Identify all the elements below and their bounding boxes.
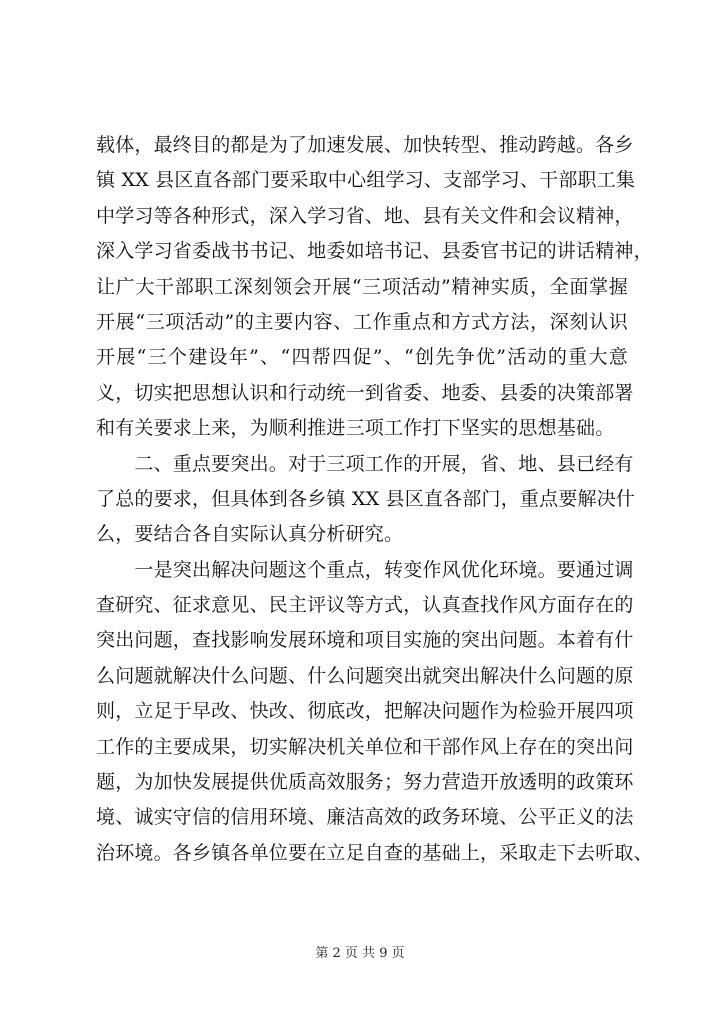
- text-line: 工作的主要成果，切实解决机关单位和干部作风上存在的突出问: [96, 735, 634, 758]
- text-line: 么问题就解决什么问题、什么问题突出就突出解决什么问题的原: [96, 664, 634, 687]
- text-line: 深入学习省委战书书记、地委如培书记、县委官书记的讲话精神，: [96, 240, 653, 263]
- text-line: 一是突出解决问题这个重点，转变作风优化环境。要通过调: [96, 558, 634, 581]
- text-line: 中学习等各种形式，深入学习省、地、县有关文件和会议精神，: [96, 204, 634, 227]
- text-line: 二、重点要突出。对于三项工作的开展，省、地、县已经有: [96, 452, 634, 475]
- text-line: 查研究、征求意见、民主评议等方式，认真查找作风方面存在的: [96, 594, 634, 617]
- text-line: 突出问题，查找影响发展环境和项目实施的突出问题。本着有什: [96, 629, 634, 652]
- text-line: 载体，最终目的都是为了加速发展、加快转型、推动跨越。各乡: [96, 134, 634, 156]
- text-line: 让广大干部职工深刻领会开展“三项活动”精神实质，全面掌握: [96, 275, 628, 298]
- text-line: 治环境。各乡镇各单位要在立足自查的基础上，采取走下去听取、: [96, 841, 653, 864]
- text-line: 开展“三项活动”的主要内容、工作重点和方式方法，深刻认识: [96, 310, 628, 333]
- text-line: 题，为加快发展提供优质高效服务；努力营造开放透明的政策环: [96, 771, 634, 794]
- text-line: 了总的要求，但具体到各乡镇 XX 县区直各部门，重点要解决什: [96, 487, 636, 510]
- text-line: 义，切实把思想认识和行动统一到省委、地委、县委的决策部署: [96, 381, 634, 404]
- body-text: [96, 128, 653, 871]
- text-line: 则，立足于早改、快改、彻底改，把解决问题作为检验开展四项: [96, 700, 634, 723]
- page-footer: 第 2 页 共 9 页: [315, 946, 405, 961]
- text-line: 开展“三个建设年”、“四帮四促”、“创先争优”活动的重大意: [96, 346, 628, 369]
- text-line: 和有关要求上来，为顺利推进三项工作打下坚实的思想基础。: [96, 417, 615, 440]
- text-line: 么，要结合各自实际认真分析研究。: [96, 523, 404, 546]
- text-line: 镇 XX 县区直各部门要采取中心组学习、支部学习、干部职工集: [96, 169, 636, 192]
- text-line: 境、诚实守信的信用环境、廉洁高效的政务环境、公平正义的法: [96, 806, 634, 829]
